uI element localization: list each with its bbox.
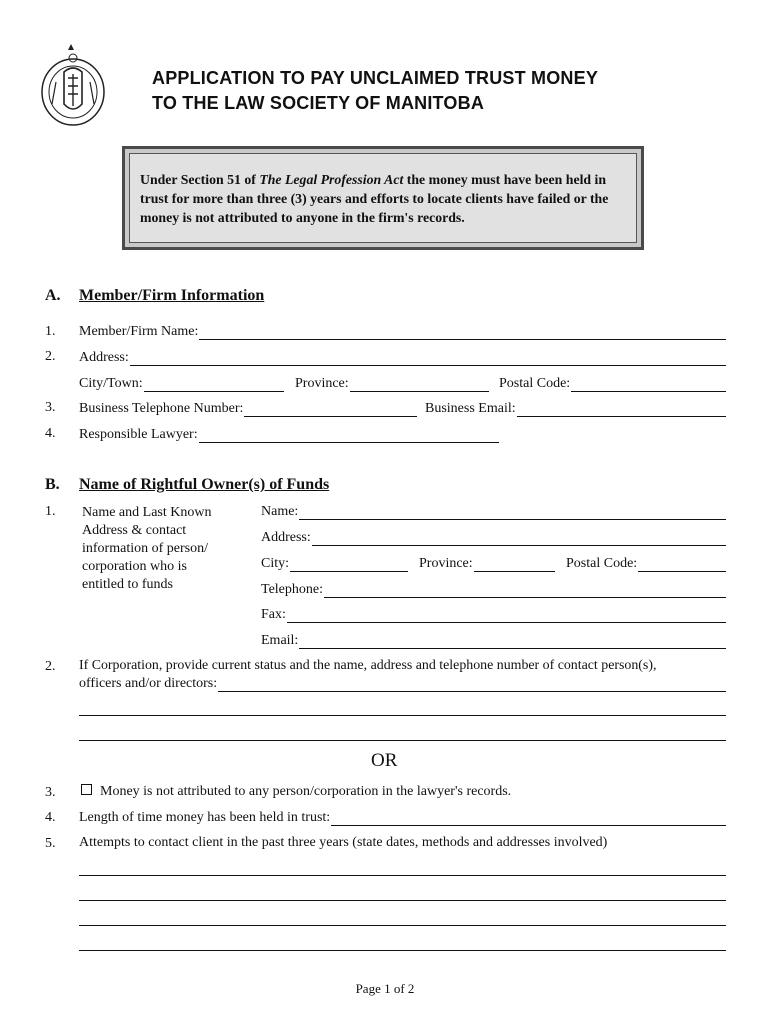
owner-address-field[interactable] (261, 528, 726, 546)
city-town-field[interactable] (79, 374, 284, 392)
field-label: City: (261, 556, 290, 571)
owner-city-field[interactable] (261, 554, 408, 572)
item-number: 5. (45, 836, 56, 851)
contact-attempts-label: Attempts to contact client in the past three years (state dates, methods and addresses involved) (79, 835, 608, 850)
field-label: Name: (261, 504, 299, 519)
section-a-title: Member/Firm Information (79, 287, 265, 304)
law-society-seal-icon (38, 42, 108, 128)
not-attributed-label: Money is not attributed to any person/corporation in the lawyer's records. (100, 784, 512, 799)
member-firm-name-field[interactable] (79, 322, 726, 340)
section-b-letter: B. (45, 476, 60, 493)
business-email-field[interactable] (425, 399, 726, 417)
description-line: entitled to funds (82, 577, 173, 592)
not-attributed-checkbox[interactable] (81, 784, 92, 795)
contact-attempts-line[interactable] (79, 875, 726, 876)
item-number: 2. (45, 659, 56, 674)
field-label: Responsible Lawyer: (79, 427, 198, 442)
field-label: Business Email: (425, 401, 516, 416)
item-number: 1. (45, 504, 56, 519)
section-b-title: Name of Rightful Owner(s) of Funds (79, 476, 330, 493)
field-label: Province: (419, 556, 473, 571)
owner-name-field[interactable] (261, 502, 726, 520)
description-line: Address & contact (82, 523, 187, 538)
corporation-details-line[interactable] (79, 740, 726, 741)
description-line: Name and Last Known (82, 505, 212, 520)
field-label: Postal Code: (499, 376, 571, 391)
owner-description (82, 504, 242, 594)
corporation-details-line[interactable] (79, 715, 726, 716)
business-telephone-field[interactable] (79, 399, 417, 417)
field-label: Address: (261, 530, 311, 545)
title-line-2: TO THE LAW SOCIETY OF MANITOBA (152, 93, 485, 113)
field-label: Province: (295, 376, 349, 391)
contact-attempts-line[interactable] (79, 950, 726, 951)
length-held-field[interactable] (79, 808, 726, 826)
title-line-1: APPLICATION TO PAY UNCLAIMED TRUST MONEY (152, 68, 599, 88)
field-label: officers and/or directors: (79, 676, 218, 691)
contact-attempts-line[interactable] (79, 900, 726, 901)
address-field[interactable] (79, 348, 726, 366)
owner-email-field[interactable] (261, 631, 726, 649)
field-label: Address: (79, 350, 129, 365)
notice-text: Under Section 51 of The Legal Profession Act the money must have been held in trust for more than three (3) years and efforts to locate clients have failed or the money is not attributed to anyone in the firm's records. (129, 153, 637, 243)
responsible-lawyer-field[interactable] (79, 425, 499, 443)
page-number: Page 1 of 2 (355, 981, 415, 996)
section-a-letter: A. (45, 287, 61, 304)
item-number: 4. (45, 810, 56, 825)
field-label: City/Town: (79, 376, 143, 391)
owner-province-field[interactable] (419, 554, 555, 572)
field-label: Length of time money has been held in trust: (79, 810, 331, 825)
or-separator: OR (371, 750, 398, 771)
field-label: Business Telephone Number: (79, 401, 244, 416)
item-number: 2. (45, 349, 56, 364)
owner-fax-field[interactable] (261, 605, 726, 623)
item-number: 4. (45, 426, 56, 441)
field-label: Email: (261, 633, 299, 648)
item-number: 1. (45, 324, 56, 339)
field-label: Postal Code: (566, 556, 638, 571)
field-label: Member/Firm Name: (79, 324, 199, 339)
province-field[interactable] (295, 374, 489, 392)
page-title (152, 66, 598, 116)
field-label: Telephone: (261, 582, 323, 597)
corporation-instructions: If Corporation, provide current status and the name, address and telephone number of contact person(s), (79, 658, 657, 673)
notice-box (122, 146, 644, 250)
description-line: corporation who is (82, 559, 187, 574)
item-number: 3. (45, 400, 56, 415)
contact-attempts-line[interactable] (79, 925, 726, 926)
description-line: information of person/ (82, 541, 208, 556)
corporation-details-field[interactable] (79, 674, 726, 692)
not-attributed-option[interactable] (81, 784, 511, 800)
field-label: Fax: (261, 607, 286, 622)
postal-code-field[interactable] (499, 374, 726, 392)
owner-telephone-field[interactable] (261, 580, 726, 598)
item-number: 3. (45, 785, 56, 800)
owner-postal-code-field[interactable] (566, 554, 726, 572)
